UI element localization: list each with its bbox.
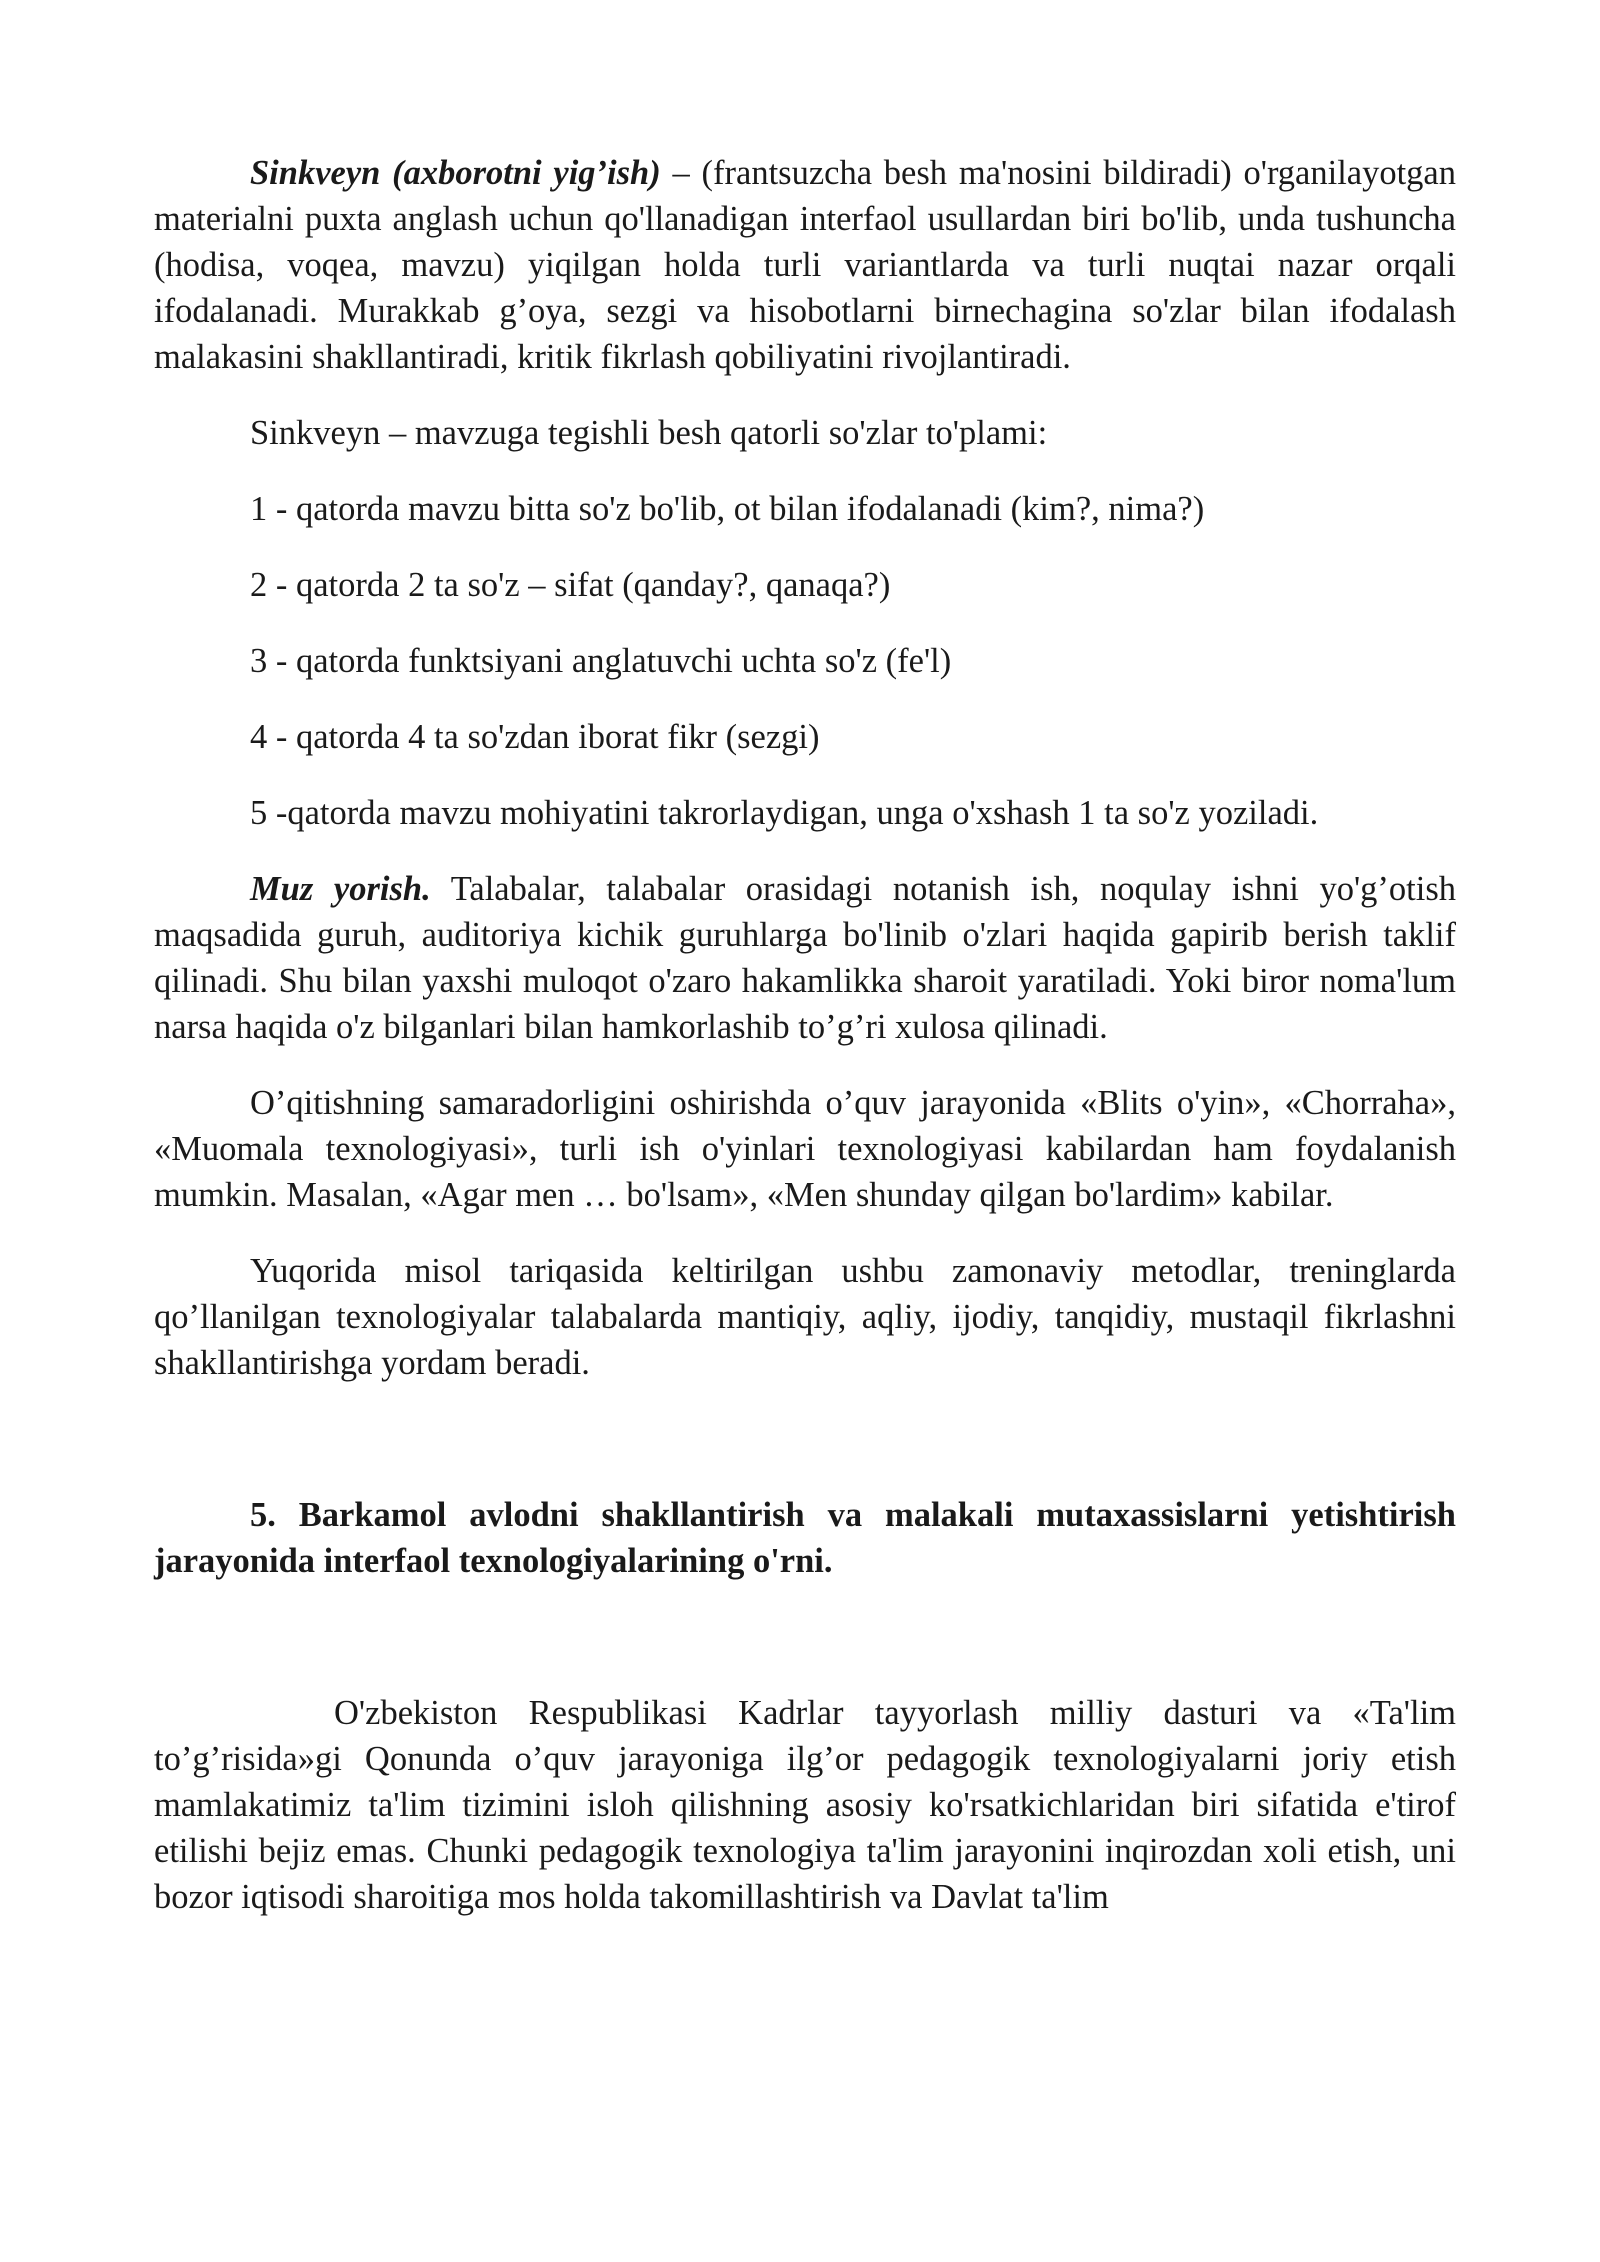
list-item: 1 - qatorda mavzu bitta so'z bo'lib, ot bilan ifodalanadi (kim?, nima?) [250,490,1205,528]
list-item: 5 -qatorda mavzu mohiyatini takrorlaydigan, unga o'xshash 1 ta so'z yoziladi. [250,794,1319,832]
list-item: 2 - qatorda 2 ta so'z – sifat (qanday?, qanaqa?) [250,566,891,604]
term-sinkveyn: Sinkveyn (axborotni yig’ish) [250,154,661,192]
paragraph-ozbekiston: O'zbekiston Respublikasi Kadrlar tayyorlash milliy dasturi va «Ta'lim to’g’risida»gi Qonunda o’quv jarayoniga ilg’or pedagogik texnologiyalarni joriy etish mamlakatimiz ta'lim tizimini isloh qilishning asosiy ko'rsatkichlaridan biri sifatida e'tirof etilishi bejiz emas. Chunki pedagogik texnologiya ta'lim jarayonini inqirozdan xoli etish, uni bozor iqtisodi sharoitiga mos holda takomillashtirish va Davlat ta'lim [154,1694,1456,1916]
document-page [154,150,1456,1920]
paragraph-yuqorida: Yuqorida misol tariqasida keltirilgan ushbu zamonaviy metodlar, treninglarda qo’llanilgan texnologiyalar talabalarda mantiqiy, aqliy, ijodiy, tanqidiy, mustaqil fikrlashni shakllantirishga yordam beradi. [154,1252,1456,1382]
paragraph-oqitish: O’qitishning samaradorligini oshirishda o’quv jarayonida «Blits o'yin», «Chorraha», «Muomala texnologiyasi», turli ish o'yinlari texnologiyasi kabilardan ham foydalanish mumkin. Masalan, «Agar men … bo'lsam», «Men shunday qilgan bo'lardim» kabilar. [154,1084,1456,1214]
paragraph-muz-yorish [154,866,1456,1050]
list-item: 4 - qatorda 4 ta so'zdan iborat fikr (sezgi) [250,718,820,756]
term-muz-yorish: Muz yorish. [250,870,431,908]
paragraph-muz-yorish-text: Talabalar, talabalar orasidagi notanish ish, noqulay ishni yo'g’otish maqsadida guruh, auditoriya kichik guruhlarga bo'linib o'zlari haqida gapirib berish taklif qilinadi. Shu bilan yaxshi muloqot o'zaro hakamlikka sharoit yaratiladi. Yoki biror noma'lum narsa haqida o'z bilganlari bilan hamkorlashib to’g’ri xulosa qilinadi. [154,870,1456,1046]
list-intro: Sinkveyn – mavzuga tegishli besh qatorli so'zlar to'plami: [250,414,1048,452]
paragraph-sinkveyn-text: – (frantsuzcha besh ma'nosini bildiradi) o'rganilayotgan materialni puxta anglash uchun qo'llanadigan interfaol usullardan biri bo'lib, unda tushuncha (hodisa, voqea, mavzu) yiqilgan holda turli variantlarda va turli nuqtai nazar orqali ifodalanadi. Murakkab g’oya, sezgi va hisobotlarni birnechagina so'zlar bilan ifodalash malakasini shakllantiradi, kritik fikrlash qobiliyatini rivojlantiradi. [154,154,1456,376]
section-heading: 5. Barkamol avlodni shakllantirish va malakali mutaxassislarni yetishtirish jarayonida interfaol texnologiyalarining o'rni. [154,1496,1456,1580]
paragraph-sinkveyn [154,150,1456,380]
list-item: 3 - qatorda funktsiyani anglatuvchi uchta so'z (fe'l) [250,642,952,680]
